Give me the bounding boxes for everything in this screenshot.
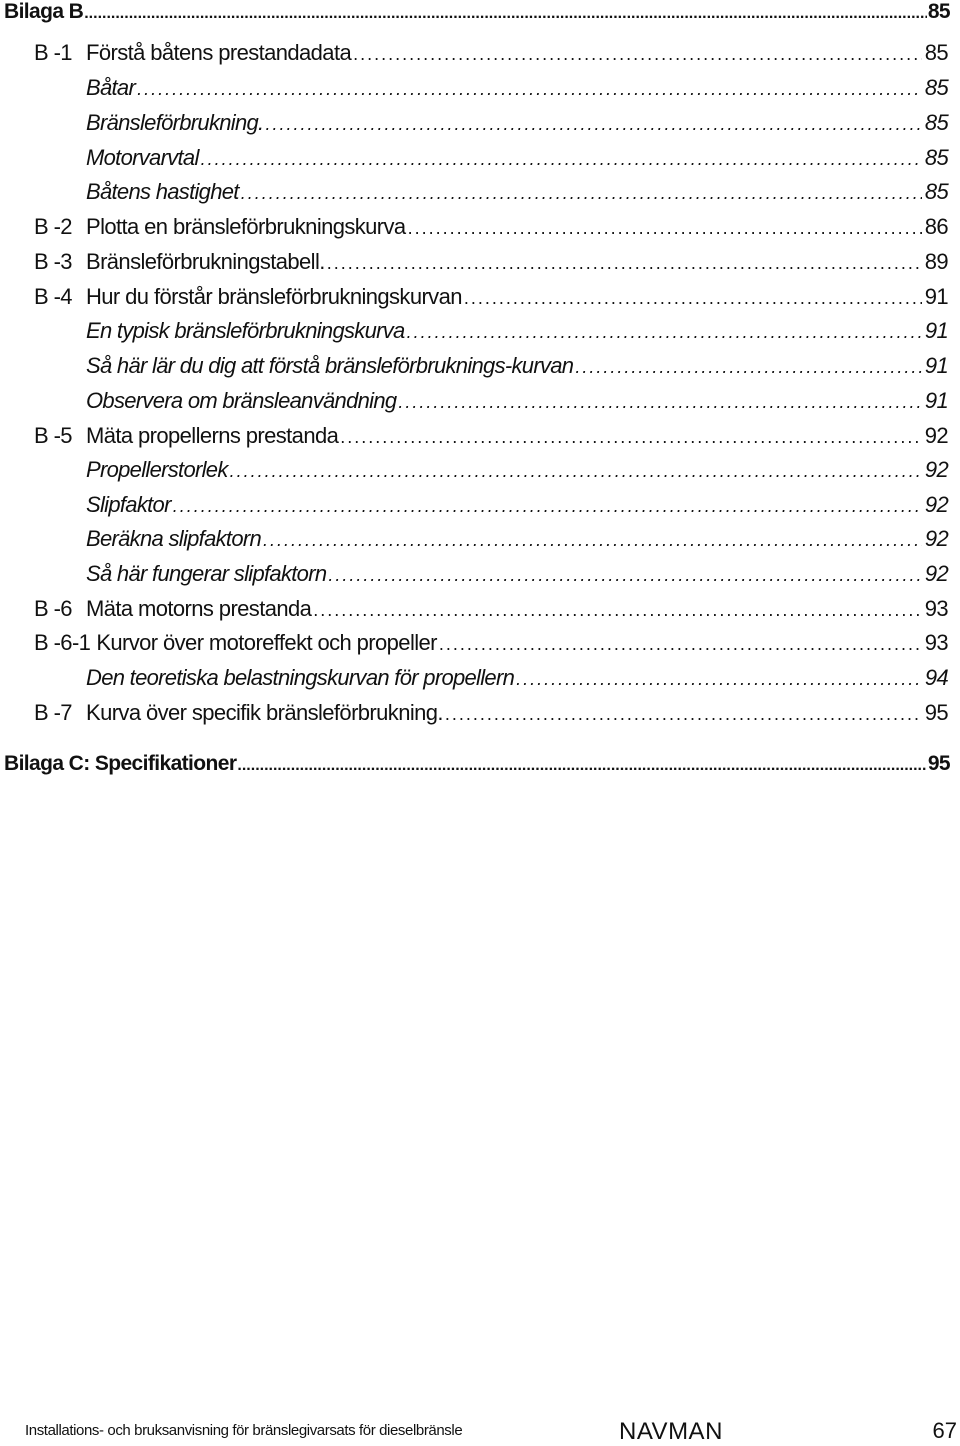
toc-entry-page: 93 [924, 630, 948, 655]
toc-entry-observera[interactable] [86, 388, 948, 414]
toc-entry-title: Båtens hastighet [86, 179, 239, 204]
dot-leader [137, 79, 922, 100]
dot-leader [407, 322, 922, 343]
toc-entry-page: 89 [924, 249, 948, 274]
footer-document-title: Installations- och bruksanvisning för bränslegivarsats för dieselbränsle [25, 1422, 463, 1439]
toc-entry-title: Båtar [86, 75, 136, 100]
dot-leader [408, 218, 922, 239]
dot-leader [237, 757, 926, 775]
toc-entry-page: 85 [927, 0, 950, 23]
toc-entry-slipfaktor[interactable] [86, 492, 948, 518]
dot-leader [263, 530, 922, 551]
toc-entry-title: Bilaga C: Specifikationer [4, 752, 237, 775]
toc-entry-teoretiska-belastningskurvan[interactable] [86, 665, 948, 691]
toc-appendix-c[interactable] [4, 752, 950, 776]
toc-entry-title: Motorvarvtal [86, 145, 199, 170]
toc-entry-number: B -7 [34, 700, 72, 725]
toc-entry-number: B -6-1 [34, 630, 91, 655]
toc-entry-page: 91 [924, 388, 948, 413]
dot-leader [327, 253, 922, 274]
toc-entry-number: B -1 [34, 40, 72, 65]
toc-entry-page: 86 [924, 214, 948, 239]
dot-leader [516, 669, 922, 690]
toc-entry-number: B -5 [34, 423, 72, 448]
toc-entry-sa-fungerar-slipfaktorn[interactable] [86, 561, 948, 587]
toc-entry-page: 93 [924, 596, 948, 621]
toc-entry-title: Mäta propellerns prestanda [86, 423, 339, 448]
toc-entry-title: Observera om bränsleanvändning [86, 388, 397, 413]
toc-entry-title: Propellerstorlek [86, 457, 228, 482]
toc-entry-title: Hur du förstår bränsleförbrukningskurvan [86, 284, 462, 309]
toc-entry-page: 85 [924, 110, 948, 135]
toc-entry-page: 91 [924, 353, 948, 378]
toc-appendix-b[interactable] [4, 0, 950, 24]
toc-entry-b7[interactable] [34, 700, 948, 726]
toc-entry-page: 92 [924, 457, 948, 482]
toc-entry-berakna-slipfaktorn[interactable] [86, 526, 948, 552]
toc-entry-motorvarvtal[interactable] [86, 145, 948, 171]
toc-entry-typisk-kurva[interactable] [86, 318, 948, 344]
toc-entry-page: 92 [924, 423, 948, 448]
toc-entry-page: 92 [924, 526, 948, 551]
toc-entry-b2[interactable] [34, 214, 948, 240]
toc-entry-batar[interactable] [86, 75, 948, 101]
dot-leader [439, 634, 922, 655]
toc-entry-page: 95 [924, 700, 948, 725]
toc-entry-number: B -3 [34, 249, 72, 274]
toc-entry-batens-hastighet[interactable] [86, 179, 948, 205]
page-footer [25, 1418, 957, 1444]
toc-entry-page: 95 [927, 752, 950, 775]
dot-leader [241, 183, 922, 204]
toc-entry-title: Plotta en bränsleförbrukningskurva [86, 214, 406, 239]
dot-leader [265, 114, 921, 135]
dot-leader [201, 149, 922, 170]
toc-entry-number: B -2 [34, 214, 72, 239]
toc-entry-title: Beräkna slipfaktorn [86, 526, 262, 551]
toc-entry-title: Kurvor över motoreffekt och propeller [96, 630, 437, 655]
dot-leader [445, 704, 922, 725]
toc-entry-title: Bränsleförbrukningstabell. [86, 249, 325, 274]
toc-entry-b5[interactable] [34, 423, 948, 449]
dot-leader [313, 600, 921, 621]
brand-logo: NAVMAN [619, 1418, 723, 1445]
toc-entry-title: Kurva över specifik bränsleförbrukning. [86, 700, 443, 725]
toc-entry-title: Bilaga B [4, 0, 84, 23]
toc-entry-b6-1[interactable] [34, 630, 948, 656]
toc-entry-b1[interactable] [34, 40, 948, 66]
dot-leader [84, 5, 927, 23]
dot-leader [173, 496, 922, 517]
toc-entry-title: Mäta motorns prestanda [86, 596, 312, 621]
toc-entry-forsta-kurvan[interactable] [86, 353, 948, 379]
toc-entry-title: En typisk bränsleförbrukningskurva [86, 318, 405, 343]
toc-entry-title: Slipfaktor [86, 492, 171, 517]
toc-entry-page: 92 [924, 561, 948, 586]
toc-entry-page: 92 [924, 492, 948, 517]
dot-leader [328, 565, 922, 586]
page-number: 67 [932, 1418, 957, 1443]
toc-entry-page: 85 [924, 179, 948, 204]
toc-entry-bransleforbrukning[interactable] [86, 110, 948, 136]
dot-leader [398, 392, 922, 413]
toc-entry-page: 91 [924, 318, 948, 343]
toc-entry-page: 91 [924, 284, 948, 309]
toc-entry-page: 85 [924, 40, 948, 65]
toc-entry-b4[interactable] [34, 284, 948, 310]
toc-entry-propellerstorlek[interactable] [86, 457, 948, 483]
dot-leader [230, 461, 922, 482]
toc-entry-page: 85 [924, 145, 948, 170]
toc-entry-b6[interactable] [34, 596, 948, 622]
dot-leader [464, 288, 922, 309]
dot-leader [575, 357, 922, 378]
dot-leader [340, 427, 921, 448]
toc-entry-b3[interactable] [34, 249, 948, 275]
toc-entry-title: Så här fungerar slipfaktorn [86, 561, 327, 586]
toc-entry-title: Så här lär du dig att förstå bränsleförbruknings-kurvan [86, 353, 574, 378]
toc-entry-title: Förstå båtens prestandadata [86, 40, 352, 65]
toc-entry-title: Den teoretiska belastningskurvan för propellern [86, 665, 515, 690]
toc-entry-page: 85 [924, 75, 948, 100]
toc-entry-number: B -4 [34, 284, 72, 309]
toc-entry-page: 94 [924, 665, 948, 690]
toc-entry-title: Bränsleförbrukning. [86, 110, 264, 135]
toc-entry-number: B -6 [34, 596, 72, 621]
dot-leader [353, 44, 922, 65]
